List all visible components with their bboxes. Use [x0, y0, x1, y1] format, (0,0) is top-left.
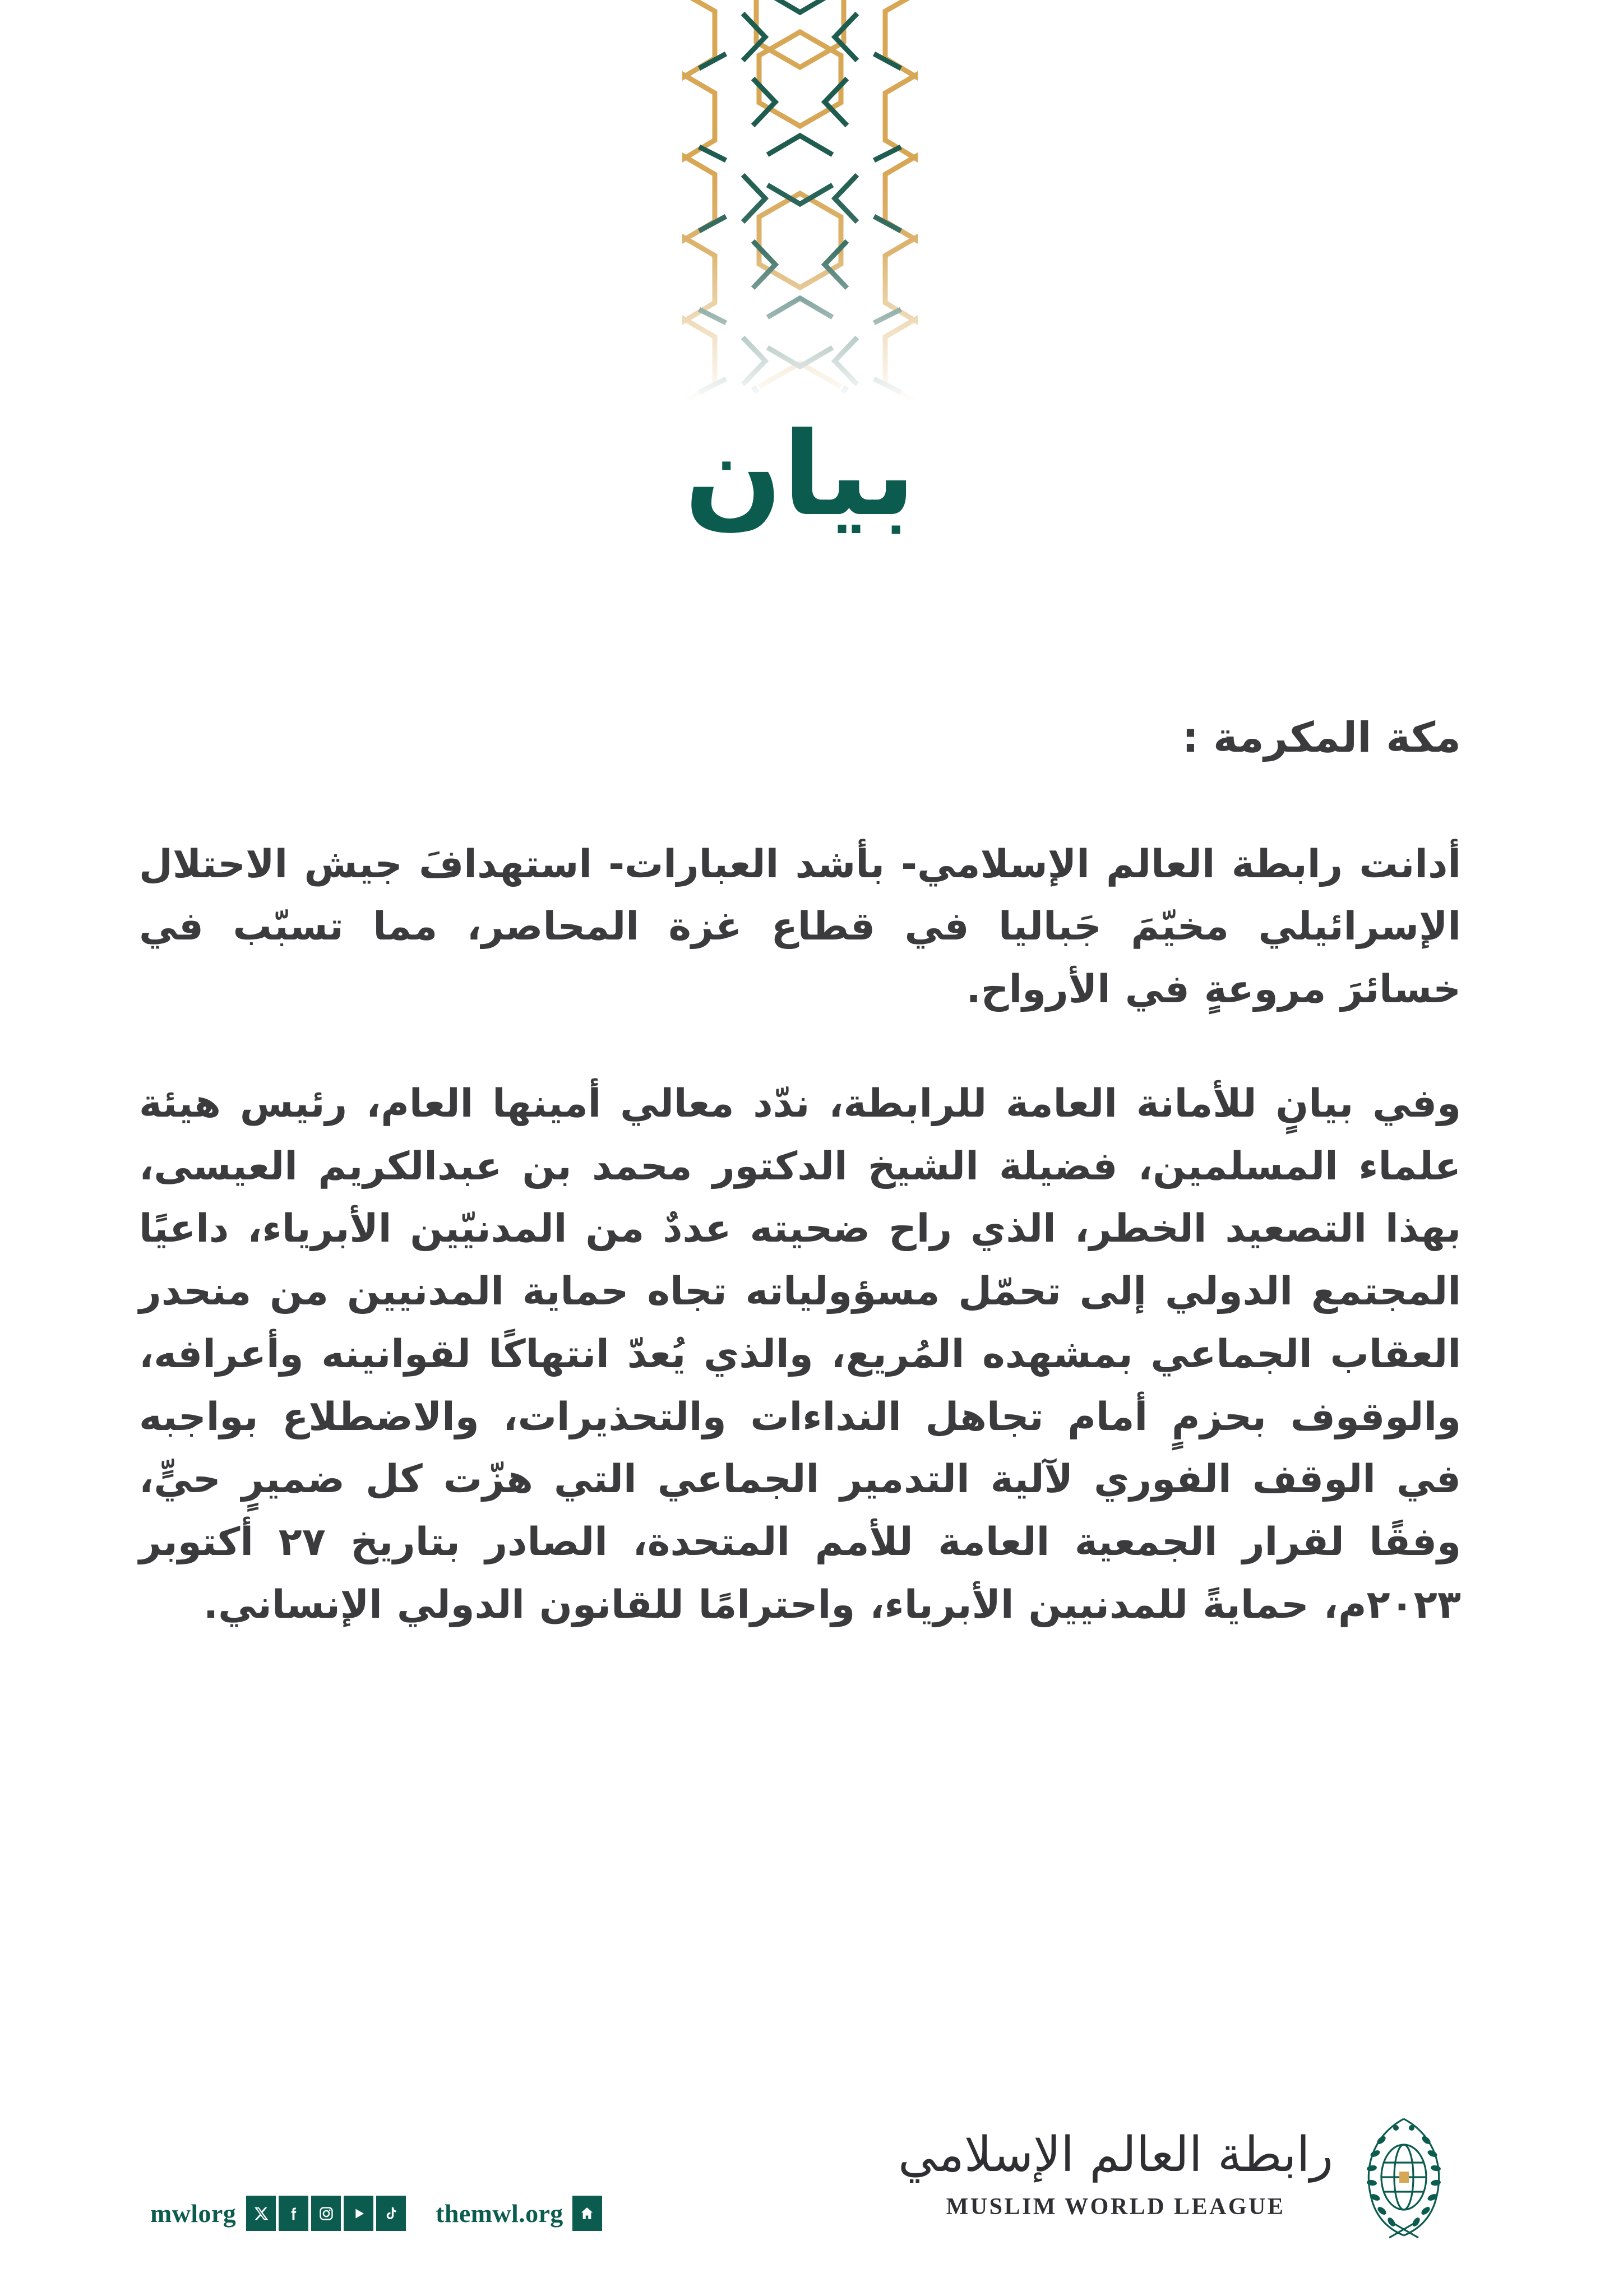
statement-paragraph-2: وفي بيانٍ للأمانة العامة للرابطة، ندّد معالي أمينها العام، رئيس هيئة علماء المسلمين، فضيلة الشيخ الدكتور محمد بن عبدالكريم العيسى، بهذا التصعيد الخطر، الذي راح ضحيته عددٌ من المدنيّين الأبرياء، داعيًا المجتمع الدولي إلى تحمّل مسؤولياته تجاه حماية المدنيين من منحدر العقاب الجماعي بمشهده المُريع، والذي يُعدّ انتهاكًا لقوانينه وأعرافه، والوقوف بحزمٍ أمام تجاهل النداءات والتحذيرات، والاضطلاع بواجبه في الوقف الفوري لآلية التدمير الجماعي التي هزّت كل ضميرٍ حيٍّ، وفقًا لقرار الجمعية العامة للأمم المتحدة، الصادر بتاريخ ٢٧ أكتوبر ٢٠٢٣م، حمايةً للمدنيين الأبرياء، واحترامًا للقانون الدولي الإنساني.	[139, 1081, 1461, 1627]
home-glyph	[579, 2205, 595, 2222]
ornament-pattern-svg	[682, 0, 918, 404]
facebook-glyph	[285, 2205, 302, 2222]
globe-wreath-emblem-icon	[1348, 2111, 1460, 2240]
mwl-wordmark	[898, 2127, 1333, 2220]
header-geometric-ornament	[682, 0, 918, 404]
dateline-heading: مكة المكرمة :	[1182, 714, 1461, 762]
instagram-glyph	[318, 2205, 335, 2222]
youtube-icon[interactable]	[344, 2196, 373, 2231]
tiktok-glyph	[383, 2205, 400, 2222]
home-icon[interactable]	[572, 2196, 602, 2231]
mwl-arabic-name: رابطة العالم الإسلامي	[898, 2127, 1333, 2183]
youtube-glyph	[350, 2205, 367, 2222]
page-footer	[0, 2061, 1600, 2296]
gold-hexagon-group	[756, 0, 844, 288]
page-title: بيان	[684, 408, 916, 541]
instagram-icon[interactable]	[311, 2196, 341, 2231]
tiktok-icon[interactable]	[376, 2196, 406, 2231]
emblem-gold-tablet	[1399, 2172, 1409, 2183]
mwl-brand-lockup	[898, 2111, 1460, 2240]
x-twitter-icon[interactable]	[246, 2196, 276, 2231]
statement-body	[139, 712, 1461, 1637]
social-links-bar	[150, 2196, 605, 2231]
website-label: themwl.org	[436, 2199, 563, 2228]
x-twitter-glyph	[253, 2205, 270, 2222]
mwl-english-name: MUSLIM WORLD LEAGUE	[946, 2194, 1285, 2220]
facebook-icon[interactable]	[279, 2196, 308, 2231]
statement-paragraph-1: أدانت رابطة العالم الإسلامي- بأشد العبارات- استهدافَ جيش الاحتلال الإسرائيلي مخيّمَ جَباليا في قطاع غزة المحاصر، مما تسبّب في خسائرَ مروعةٍ في الأرواح.	[139, 841, 1461, 1012]
social-handle-label: mwlorg	[150, 2199, 237, 2228]
